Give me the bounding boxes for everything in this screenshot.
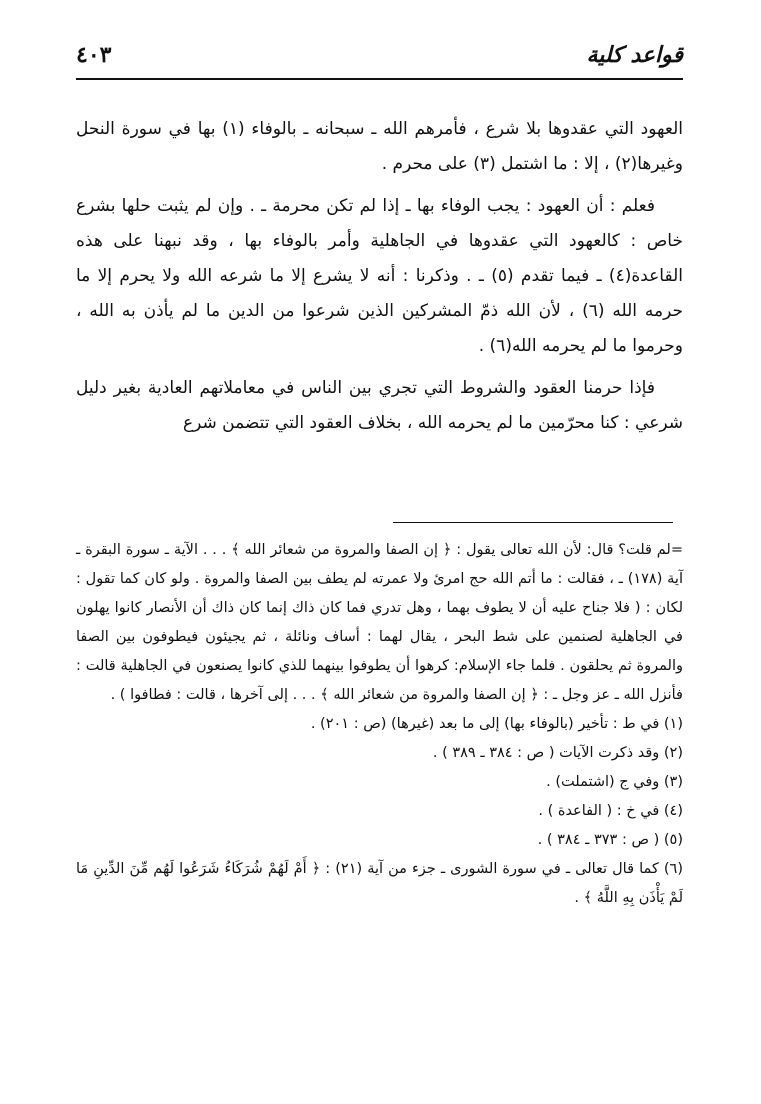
footnote-6: (٦) كما قال تعالى ـ في سورة الشورى ـ جزء من آية (٢١) : ﴿ أَمْ لَهُمْ شُرَكَاءُ شَرَعُوا لَهُم مِّنَ الدِّينِ مَا لَمْ يَأْذَن بِهِ اللَّهُ ﴾ .	[76, 861, 683, 906]
footnote-continuation: =لم قلت؟ قال: لأن الله تعالى يقول : ﴿ إن الصفا والمروة من شعائر الله ﴾ . . . الآية ـ سورة البقرة ـ آية (١٧٨) ـ ، فقالت : ما أتم الله حج امرئ ولا عمرته لم يطف بين الصفا والمروة . ولو كان كما تقول : لكان : ( فلا جناح عليه أن لا يطوف بهما ، وهل تدري فما كان ذاك إنما كان ذاك أن الأنصار كانوا يهلون في الجاهلية لصنمين على شط البحر ، يقال لهما : أساف ونائلة ، ثم يجيئون فيطوفون بين الصفا والمروة ثم يحلقون . فلما جاء الإسلام: كرهوا أن يطوفوا بينهما للذي كانوا يصنعون في الجاهلية قالت : فأنزل الله ـ عز وجل ـ : ﴿ إن الصفا والمروة من شعائر الله ﴾ . . . إلى آخرها ، قالت : فطافوا ) .	[76, 542, 683, 703]
page-number: ٤٠٣	[76, 42, 112, 68]
footnote-3: (٣) وفي ج (اشتملت) .	[546, 774, 683, 790]
footnote-separator	[393, 522, 673, 523]
footnote-2: (٢) وقد ذكرت الآيات ( ص : ٣٨٤ ـ ٣٨٩ ) .	[432, 745, 683, 761]
body-paragraph-3: فإذا حرمنا العقود والشروط التي تجري بين الناس في معاملاتهم العادية بغير دليل شرعي : كنا محرّمين ما لم يحرمه الله ، بخلاف العقود التي تتضمن شرع	[76, 378, 683, 433]
footnote-5: (٥) ( ص : ٣٧٣ ـ ٣٨٤ ) .	[537, 832, 683, 848]
main-text	[76, 112, 683, 448]
footnote-1: (١) في ط : تأخير (بالوفاء بها) إلى ما بعد (غيرها) (ص : ٢٠١) .	[310, 716, 683, 732]
body-paragraph-1: العهود التي عقدوها بلا شرع ، فأمرهم الله ـ سبحانه ـ بالوفاء (١) بها في سورة النحل وغيرها(٢) ، إلا : ما اشتمل (٣) على محرم .	[76, 119, 683, 174]
footnotes	[76, 536, 683, 913]
running-title: قواعد كلية	[586, 42, 683, 68]
body-paragraph-2: فعلم : أن العهود : يجب الوفاء بها ـ إذا لم تكن محرمة ـ . وإن لم يثبت حلها بشرع خاص : كالعهود التي عقدوها في الجاهلية وأمر بالوفاء بها ، وقد نبهنا على هذه القاعدة(٤) ـ فيما تقدم (٥) ـ . وذكرنا : أنه لا يشرع إلا ما شرعه الله ولا يحرم إلا ما حرمه الله (٦) ، لأن الله ذمّ المشركين الذين شرعوا من الدين ما لم يأذن به الله ، وحرموا ما لم يحرمه الله(٦) .	[76, 196, 684, 356]
footnote-4: (٤) في خ : ( الفاعدة ) .	[538, 803, 683, 819]
page-header	[76, 30, 683, 80]
